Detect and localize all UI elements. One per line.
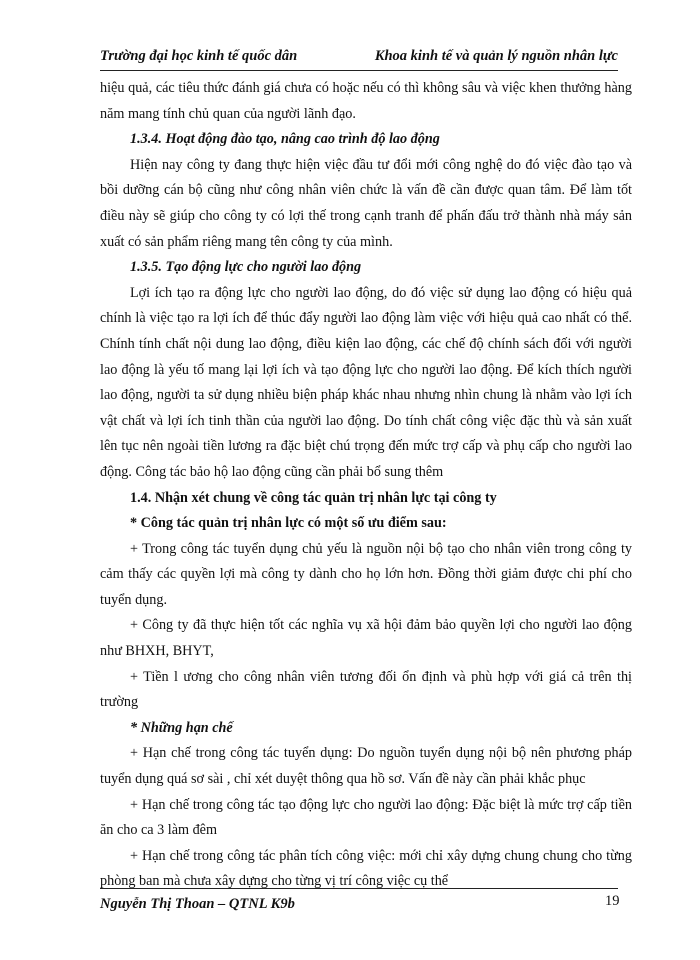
footer-divider: [100, 888, 618, 889]
section-heading-1-3-5: 1.3.5. Tạo động lực cho người lao động: [130, 259, 362, 276]
page-number: 19: [605, 893, 620, 909]
section-heading-1-3-4: 1.3.4. Hoạt động đào tạo, nâng cao trình độ lao động: [130, 131, 440, 148]
advantage-item-1: + Trong công tác tuyển dụng chủ yếu là nguồn nội bộ tạo cho nhân viên trong công ty cảm thấy các quyền lợi mà công ty dành cho họ lớn hơn. Đồng thời giảm được chi phí cho tuyển dụng.: [100, 540, 632, 608]
limitation-item-3: + Hạn chế trong công tác phân tích công việc: mới chỉ xây dựng chung chung cho từng phòng ban mà chưa xây dựng cho từng vị trí công việc cụ thể: [100, 847, 632, 890]
section-heading-1-4: 1.4. Nhận xét chung về công tác quản trị nhân lực tại công ty: [130, 489, 497, 506]
advantages-heading: * Công tác quản trị nhân lực có một số ưu điểm sau:: [130, 515, 447, 532]
limitation-item-1: + Hạn chế trong công tác tuyển dụng: Do nguồn tuyển dụng nội bộ nên phương pháp tuyển dụng quá sơ sài , chỉ xét duyệt thông qua hồ sơ. Vấn đề này cần phải khắc phục: [100, 745, 632, 788]
paragraph-training: Hiện nay công ty đang thực hiện việc đầu tư đổi mới công nghệ do đó việc đào tạo và bồi dưỡng cán bộ cũng như công nhân viên chức là vấn đề cần được quan tâm. Để làm tốt điều này sẽ giúp cho công ty có lợi thế trong cạnh tranh để phấn đấu trở thành nhà máy sản xuất có sản phẩm riêng mang tên công ty của mình.: [100, 156, 632, 250]
paragraph-motivation: Lợi ích tạo ra động lực cho người lao động, do đó việc sử dụng lao động có hiệu quả chính là việc tạo ra lợi ích để thúc đẩy người lao động làm việc với hiệu quả cao nhất có thể. Chính tính chất nội dung lao động, điều kiện lao động, các chế độ chính sách đối với người lao động là yếu tố mang lại lợi ích và tạo động lực cho người lao động. Để kích thích người lao động, người ta sử dụng nhiều biện pháp khác nhau nhưng nhìn chung là nhằm vào lợi ích vật chất và lợi ích tinh thần của người lao động. Do tính chất công việc đặc thù và sản xuất lên tục nên ngoài tiền lương ra đặc biệt chú trọng đến mức trợ cấp và phụ cấp cho người lao động. Công tác bảo hộ lao động cũng cần phải bổ sung thêm: [100, 284, 632, 480]
header-faculty: Khoa kinh tế và quản lý nguồn nhân lực: [374, 48, 618, 64]
advantage-item-3: + Tiền l ương cho công nhân viên tương đối ổn định và phù hợp với giá cả trên thị trường: [100, 668, 632, 711]
limitations-heading: * Những hạn chế: [130, 719, 233, 736]
paragraph-continuation: hiệu quả, các tiêu thức đánh giá chưa có hoặc nếu có thì không sâu và việc khen thưởng hàng năm mang tính chủ quan của người lãnh đạo.: [100, 80, 632, 122]
limitation-item-2: + Hạn chế trong công tác tạo động lực cho người lao động: Đặc biệt là mức trợ cấp tiền ăn cho ca 3 làm đêm: [100, 796, 632, 839]
document-body: [100, 76, 632, 895]
page-header: [100, 46, 618, 71]
footer-author: Nguyễn Thị Thoan – QTNL K9b: [100, 896, 295, 912]
header-university: Trường đại học kinh tế quốc dân: [100, 48, 298, 64]
advantage-item-2: + Công ty đã thực hiện tốt các nghĩa vụ xã hội đảm bảo quyền lợi cho người lao động như BHXH, BHYT,: [100, 617, 632, 660]
